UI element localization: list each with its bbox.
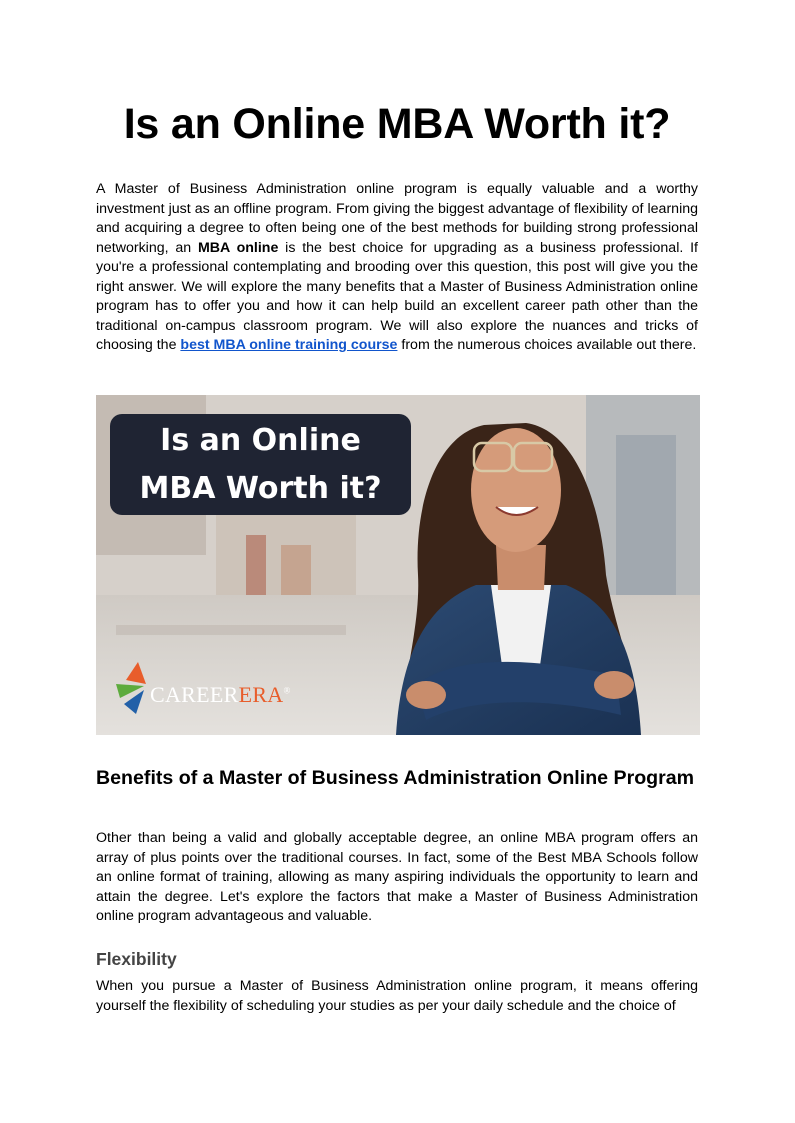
flexibility-heading: Flexibility	[96, 949, 177, 969]
hero-caption-box	[110, 414, 411, 515]
flexibility-paragraph: When you pursue a Master of Business Administration online program, it means offering yourself the flexibility of scheduling your studies as per your daily schedule and the choice of	[96, 978, 698, 1014]
benefits-paragraph: Other than being a valid and globally acceptable degree, an online MBA program offers an array of plus points over the traditional courses. In fact, some of the Best MBA Schools follow an online format of training, allowing as many aspiring individuals the opportunity to learn and attain the degree. Let's explore the factors that make a Master of Business Administration online program advantageous and valuable.	[96, 830, 698, 924]
hero-caption-line-2: MBA Worth it?	[139, 471, 382, 506]
intro-text-1: A Master of Business Administration online program is equally valuable and a worthy investment just as an offline program. From giving the biggest advantage of flexibility of learning and acquiring a degree to often being one of the best methods for building strong professional networking, an	[96, 181, 698, 256]
intro-paragraph	[96, 180, 698, 356]
careerera-wordmark	[150, 682, 291, 708]
brand-suffix: ERA	[238, 682, 284, 707]
hero-image	[96, 395, 700, 735]
best-mba-course-link[interactable]: best MBA online training course	[180, 337, 398, 353]
intro-text-2: is the best choice for upgrading as a business professional. If you're a professional contemplating and brooding over this question, this post will give you the right answer. We will explore the many benefits that a Master of Business Administration online program has to offer you and how it can help build an excellent career path other than the traditional on-campus classroom program. We will also explore the nuances and tricks of choosing the	[96, 239, 698, 353]
mba-online-bold: MBA online	[197, 239, 279, 256]
benefits-heading: Benefits of a Master of Business Administration Online Program	[96, 767, 695, 789]
brand-main: CAREER	[150, 682, 239, 707]
hero-caption-line-1: Is an Online	[160, 423, 361, 458]
article-title: Is an Online MBA Worth it?	[123, 100, 671, 148]
registered-mark: ®	[283, 685, 291, 696]
careerera-logo	[110, 658, 291, 720]
intro-text-3: from the numerous choices available out there.	[397, 337, 697, 353]
